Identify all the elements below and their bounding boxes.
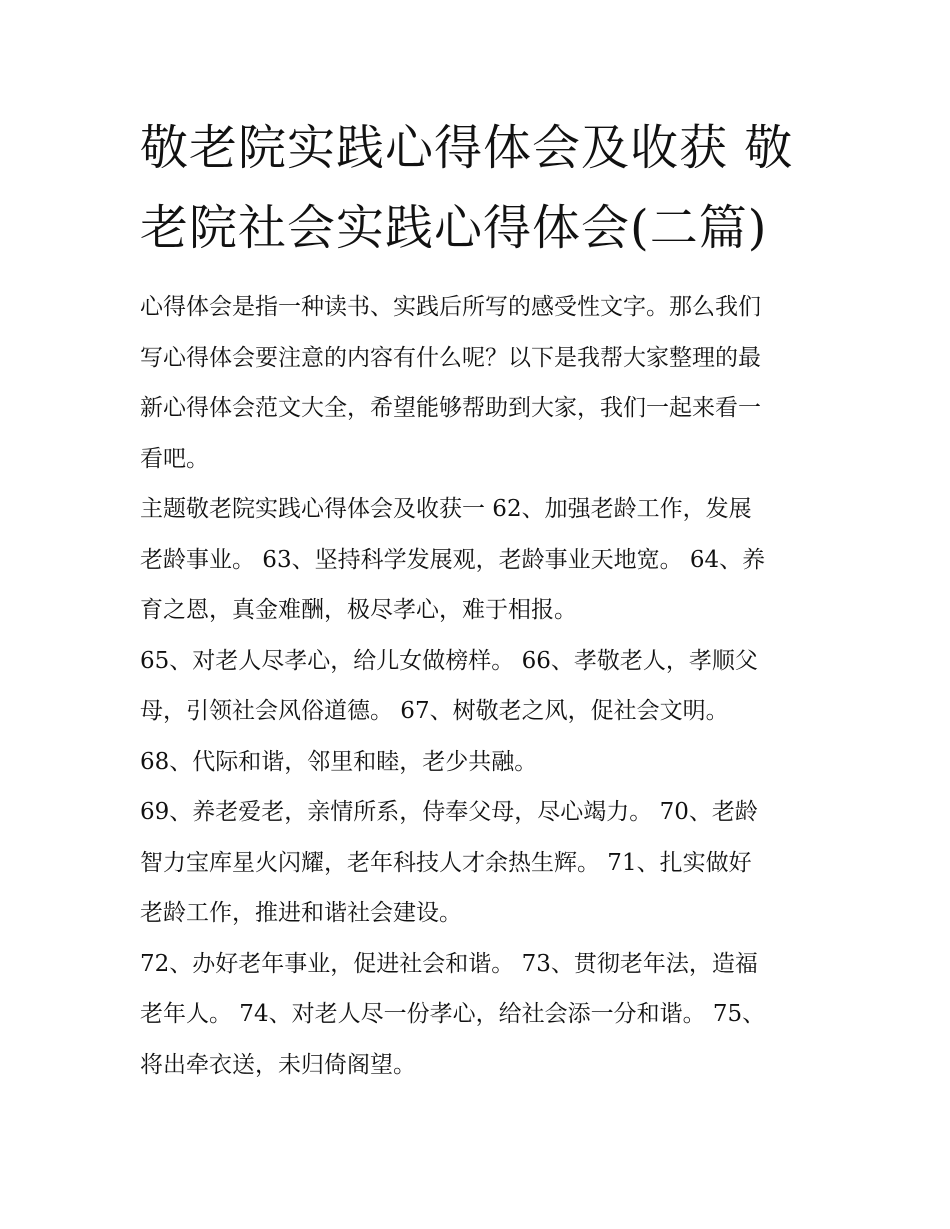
paragraph-line: 69、养老爱老，亲情所系，侍奉父母，尽心竭力。 70、老龄 [140, 799, 758, 825]
body-paragraph [140, 636, 820, 737]
intro-paragraph [140, 282, 820, 484]
paragraph-line: 68、代际和谐，邻里和睦，老少共融。 [140, 748, 538, 775]
paragraph-line: 新心得体会范文大全，希望能够帮助到大家，我们一起来看一 [140, 395, 761, 421]
body-paragraph [140, 484, 820, 636]
title-line: 老院社会实践心得体会(二篇) [140, 200, 768, 256]
paragraph-line: 老龄工作，推进和谐社会建设。 [140, 900, 462, 926]
body-paragraph [140, 787, 820, 939]
paragraph-line: 主题敬老院实践心得体会及收获一 62、加强老龄工作，发展 [140, 496, 752, 522]
paragraph-line: 65、对老人尽孝心，给儿女做榜样。 66、孝敬老人，孝顺父 [140, 647, 758, 674]
paragraph-line: 看吧。 [140, 445, 209, 472]
document-body [140, 282, 820, 1090]
body-paragraph [140, 737, 820, 788]
paragraph-line: 72、办好老年事业，促进社会和谐。 73、贯彻老年法，造福 [140, 950, 758, 977]
paragraph-line: 老年人。 74、对老人尽一份孝心，给社会添一分和谐。 75、 [140, 1001, 766, 1027]
document-title [140, 108, 820, 268]
paragraph-line: 将出牵衣送，未归倚阁望。 [140, 1051, 416, 1078]
paragraph-line: 老龄事业。 63、坚持科学发展观，老龄事业天地宽。 64、养 [140, 546, 766, 573]
paragraph-line: 智力宝库星火闪耀，老年科技人才余热生辉。 71、扎实做好 [140, 849, 752, 876]
title-line: 敬老院实践心得体会及收获 敬 [140, 120, 794, 176]
paragraph-line: 育之恩，真金难酬，极尽孝心，难于相报。 [140, 597, 577, 623]
paragraph-line: 母，引领社会风俗道德。 67、树敬老之风，促社会文明。 [140, 698, 729, 724]
paragraph-line: 写心得体会要注意的内容有什么呢？以下是我帮大家整理的最 [140, 344, 761, 371]
body-paragraph [140, 939, 820, 1091]
paragraph-line: 心得体会是指一种读书、实践后所写的感受性文字。那么我们 [140, 294, 761, 320]
document-content [140, 108, 820, 1090]
